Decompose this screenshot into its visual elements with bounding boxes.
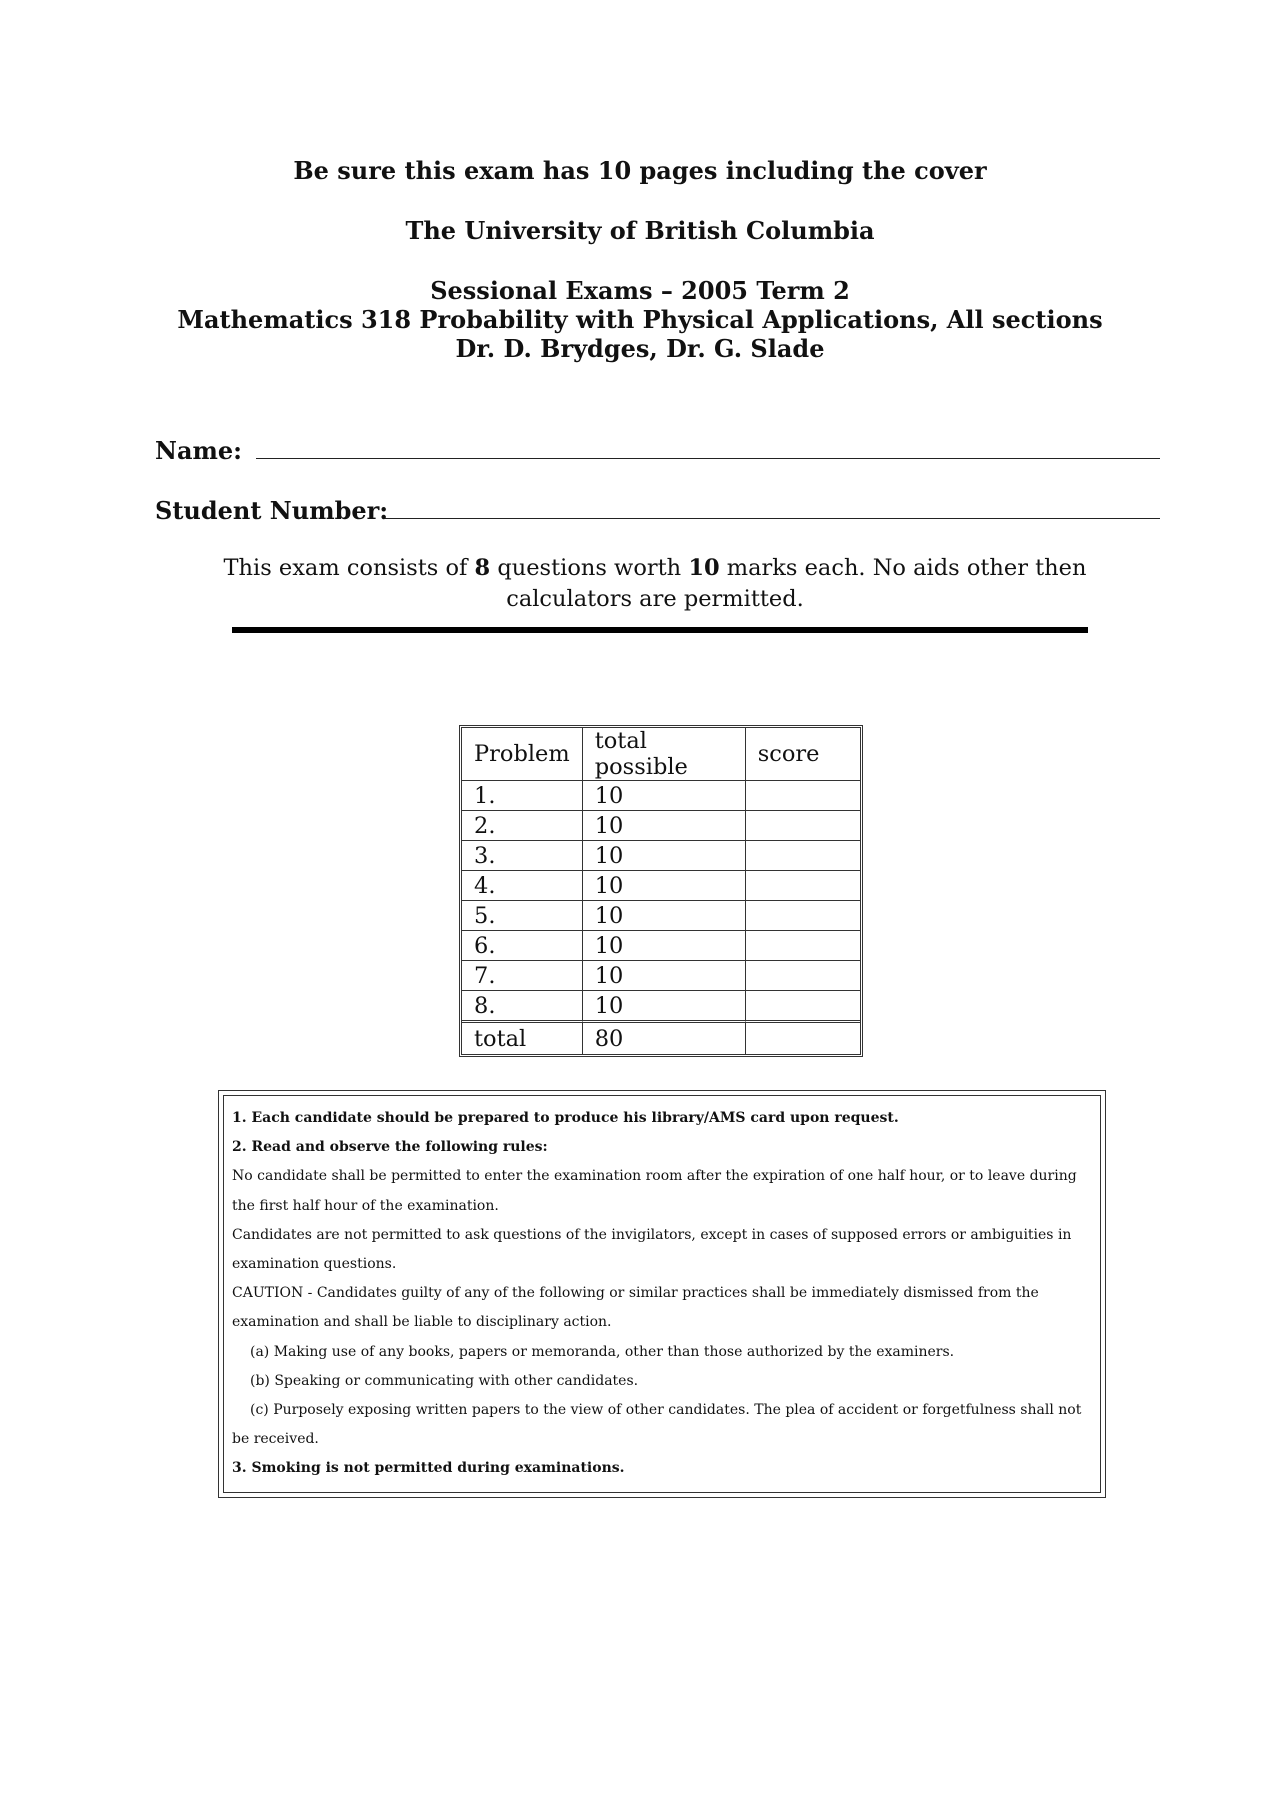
- possible-marks: 10: [583, 961, 746, 991]
- problem-number: 4.: [462, 871, 583, 901]
- rule-item-a: (a) Making use of any books, papers or memoranda, other than those authorized by the examiners.: [250, 1343, 955, 1360]
- score-cell[interactable]: [746, 871, 860, 901]
- score-cell[interactable]: [746, 961, 860, 991]
- intro-part1: This exam consists of: [223, 555, 475, 581]
- table-row: [462, 901, 860, 931]
- score-table: [459, 725, 863, 1057]
- student-number-label: Student Number:: [155, 496, 389, 525]
- exam-rules-box: [218, 1090, 1106, 1498]
- problem-number: 6.: [462, 931, 583, 961]
- score-cell[interactable]: [746, 901, 860, 931]
- rule-item-c: [232, 1396, 1092, 1454]
- exam-instructions: [170, 553, 1140, 615]
- name-label: Name:: [155, 436, 243, 465]
- problem-number: 3.: [462, 841, 583, 871]
- pages-notice: Be sure this exam has 10 pages including the cover: [293, 156, 987, 185]
- possible-marks: 10: [583, 901, 746, 931]
- divider-rule: [232, 627, 1088, 633]
- problem-number: 2.: [462, 811, 583, 841]
- rule-questions: Candidates are not permitted to ask questions of the invigilators, except in cases of supposed errors or ambiguities in examination questions.: [232, 1226, 1072, 1273]
- table-row: [462, 781, 860, 811]
- rule-late-entry: No candidate shall be permitted to enter the examination room after the expiration of one half hour, or to leave during the first half hour of the examination.: [232, 1168, 1077, 1214]
- exam-rules: [223, 1095, 1101, 1493]
- rule-item-b: (b) Speaking or communicating with other candidates.: [250, 1372, 639, 1389]
- problem-number: 5.: [462, 901, 583, 931]
- problem-number: 8.: [462, 991, 583, 1023]
- score-cell[interactable]: [746, 991, 860, 1023]
- problem-number: 1.: [462, 781, 583, 811]
- name-field-line[interactable]: [256, 458, 1160, 459]
- course-title: Mathematics 318 Probability with Physical Applications, All sections: [177, 305, 1103, 334]
- total-label: total: [462, 1023, 583, 1054]
- score-table-header: [462, 728, 860, 781]
- university-name: The University of British Columbia: [405, 216, 875, 245]
- intro-part2: questions worth: [490, 555, 689, 581]
- possible-marks: 10: [583, 781, 746, 811]
- marks-each: 10: [688, 555, 720, 581]
- score-cell[interactable]: [746, 781, 860, 811]
- total-possible: 80: [583, 1023, 746, 1054]
- rule-smoking: 3. Smoking is not permitted during examinations.: [232, 1460, 625, 1477]
- problem-number: 7.: [462, 961, 583, 991]
- score-cell[interactable]: [746, 931, 860, 961]
- possible-marks: 10: [583, 841, 746, 871]
- table-row: [462, 931, 860, 961]
- score-cell[interactable]: [746, 841, 860, 871]
- rule-caution: CAUTION - Candidates guilty of any of the following or similar practices shall be immediately dismissed from the examination and shall be liable to disciplinary action.: [232, 1285, 1039, 1331]
- table-row: [462, 811, 860, 841]
- table-row: [462, 871, 860, 901]
- question-count: 8: [474, 555, 491, 581]
- instructors: Dr. D. Brydges, Dr. G. Slade: [455, 334, 825, 363]
- student-number-field-line[interactable]: [385, 518, 1160, 519]
- session-title: Sessional Exams – 2005 Term 2: [430, 276, 850, 305]
- header-problem: Problem: [462, 728, 583, 781]
- possible-marks: 10: [583, 871, 746, 901]
- possible-marks: 10: [583, 931, 746, 961]
- intro-part3: marks each. No aids other then calculators are permitted.: [506, 555, 1087, 612]
- total-row: [462, 1023, 860, 1054]
- header-score: score: [746, 728, 860, 781]
- rule-observe: 2. Read and observe the following rules:: [232, 1139, 548, 1156]
- possible-marks: 10: [583, 811, 746, 841]
- total-score-cell[interactable]: [746, 1023, 860, 1054]
- rule-id-card: 1. Each candidate should be prepared to produce his library/AMS card upon request.: [232, 1110, 899, 1126]
- rule-item-c-text: (c) Purposely exposing written papers to the view of other candidates. The plea of accident or forgetfulness shall not be received.: [232, 1402, 1082, 1448]
- score-cell[interactable]: [746, 811, 860, 841]
- table-row: [462, 961, 860, 991]
- table-row: [462, 841, 860, 871]
- possible-marks: 10: [583, 991, 746, 1023]
- table-row: [462, 991, 860, 1023]
- header-total-possible: total possible: [583, 728, 746, 781]
